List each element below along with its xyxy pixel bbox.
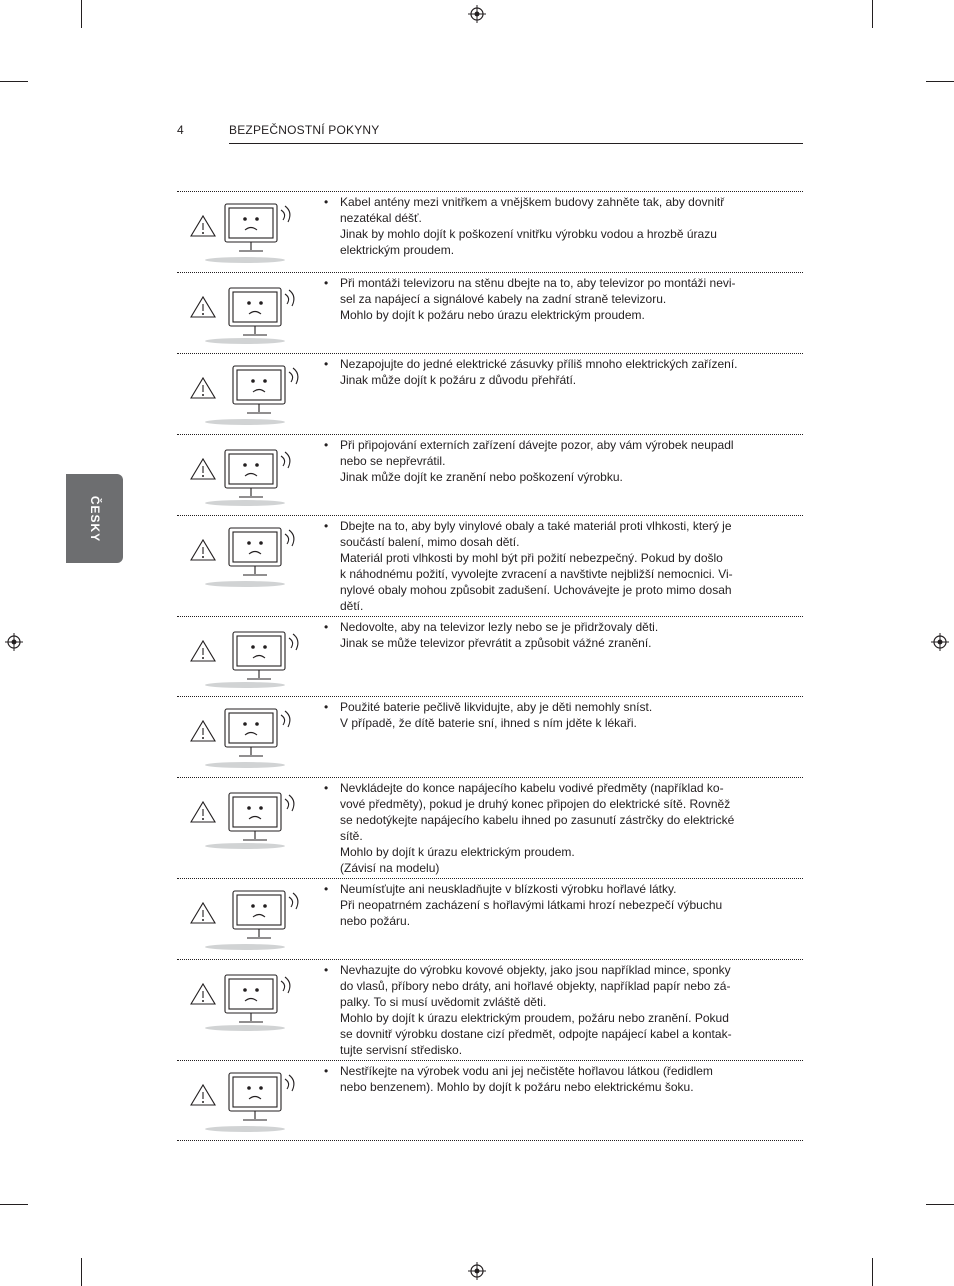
instruction-line: Nestříkejte na výrobek vodu ani jej nečistěte hořlavou látkou (ředidlem [340, 1064, 713, 1078]
instruction-line: se nedotýkejte napájecího kabelu ihned po zasunutí zástrčky do elektrické [340, 813, 735, 827]
child-battery-icon [181, 701, 309, 771]
instruction-line: Dbejte na to, aby byly vinylové obaly a také materiál proti vlhkosti, který je [340, 519, 732, 533]
instruction-line: nebo benzenem). Mohlo by dojít k požáru nebo elektrickému šoku. [340, 1080, 694, 1094]
instruction-line: nylové obaly mohou způsobit zadušení. Uchovávejte je proto mimo dosah [340, 583, 732, 597]
language-tab-label: ČESKY [87, 495, 102, 542]
registration-mark-icon [468, 5, 486, 23]
instruction-line: Použité baterie pečlivě likvidujte, aby je děti nemohly sníst. [340, 700, 653, 714]
bullet-icon: • [324, 700, 329, 714]
crop-mark [872, 0, 873, 28]
bullet-icon: • [324, 438, 329, 452]
instruction-line: tujte servisní středisko. [340, 1043, 463, 1057]
instruction-line: sel za napájecí a signálové kabely na zadní straně televizoru. [340, 292, 667, 306]
bullet-icon: • [324, 1064, 329, 1078]
instruction-text [324, 962, 779, 1058]
instruction-line: (Závisí na modelu) [340, 861, 440, 875]
instruction-text [324, 699, 779, 731]
instruction-line: Nezapojujte do jedné elektrické zásuvky příliš mnoho elektrických zařízení. [340, 357, 738, 371]
instruction-text [324, 437, 779, 485]
table-row [177, 777, 803, 878]
bullet-icon: • [324, 357, 329, 371]
bullet-icon: • [324, 963, 329, 977]
bullet-icon: • [324, 195, 329, 209]
crop-mark [926, 81, 954, 82]
instruction-text [324, 194, 779, 258]
header-divider [229, 143, 803, 144]
instruction-line: dětí. [340, 599, 364, 613]
flammable-substances-icon [181, 883, 309, 953]
spray-water-cleaning-icon [181, 1065, 309, 1135]
instruction-text [324, 518, 779, 614]
instruction-line: Jinak se může televizor převrátit a způsobit vážné zranění. [340, 636, 652, 650]
crop-mark [926, 1204, 954, 1205]
instruction-text [324, 1063, 779, 1095]
instruction-line: Mohlo by dojít k úrazu elektrickým proudem. [340, 845, 575, 859]
instruction-line: Mohlo by dojít k požáru nebo úrazu elektrickým proudem. [340, 308, 645, 322]
instruction-line: Nedovolte, aby na televizor lezly nebo se je přidržovaly děti. [340, 620, 659, 634]
instruction-line: vové předměty), pokud je druhý konec připojen do elektrické sítě. Rovněž [340, 797, 731, 811]
instruction-text [324, 356, 779, 388]
instruction-line: Jinak může dojít ke zranění nebo poškození výrobku. [340, 470, 623, 484]
instruction-line: Nevkládejte do konce napájecího kabelu vodivé předměty (například ko- [340, 781, 724, 795]
crop-mark [872, 1258, 873, 1286]
instruction-line: nebo požáru. [340, 914, 411, 928]
metal-objects-inside-icon [181, 964, 309, 1034]
instruction-line: k náhodnému požití, vyvolejte zvracení a navštivte nejbližší nemocnici. Vi- [340, 567, 733, 581]
bullet-icon: • [324, 620, 329, 634]
crop-mark [81, 0, 82, 28]
table-row [177, 353, 803, 434]
instruction-text [324, 780, 779, 876]
registration-mark-icon [5, 633, 23, 651]
instruction-line: Jinak může dojít k požáru z důvodu přehřátí. [340, 373, 577, 387]
registration-mark-icon [931, 633, 949, 651]
bullet-icon: • [324, 276, 329, 290]
language-tab [66, 474, 123, 563]
section-title: BEZPEČNOSTNÍ POKYNY [229, 123, 380, 137]
instruction-line: Při připojování externích zařízení dávejte pozor, aby vám výrobek neupadl [340, 438, 734, 452]
crop-mark [0, 81, 28, 82]
instruction-line: se dovnitř výrobku dostane cizí předmět, odpojte napájecí kabel a kontak- [340, 1027, 732, 1041]
bullet-icon: • [324, 781, 329, 795]
table-row [177, 959, 803, 1060]
instruction-text [324, 619, 779, 651]
instruction-text [324, 275, 779, 323]
instruction-line: Mohlo by dojít k úrazu elektrickým proudem, požáru nebo zranění. Pokud [340, 1011, 729, 1025]
safety-instructions-table [177, 191, 803, 1141]
table-row [177, 1060, 803, 1141]
table-row [177, 434, 803, 515]
table-row [177, 272, 803, 353]
instruction-line: palky. To si musí uvědomit zvláště děti. [340, 995, 547, 1009]
instruction-line: Při neopatrném zacházení s hořlavými látkami hrozí nebezpečí výbuchu [340, 898, 723, 912]
instruction-line: nebo se nepřevrátil. [340, 454, 446, 468]
crop-mark [81, 1258, 82, 1286]
instruction-line: Při montáži televizoru na stěnu dbejte na to, aby televizor po montáži nevi- [340, 276, 736, 290]
table-row [177, 191, 803, 272]
antenna-rain-house-icon [181, 196, 309, 266]
instruction-line: V případě, že dítě baterie sní, ihned s ním jděte k lékaři. [340, 716, 637, 730]
bullet-icon: • [324, 882, 329, 896]
table-row [177, 515, 803, 616]
table-row [177, 616, 803, 696]
instruction-line: Jinak by mohlo dojít k poškození vnitřku výrobku vodou a hrozbě úrazu [340, 227, 717, 241]
table-row [177, 696, 803, 777]
crop-mark [0, 1204, 28, 1205]
overloaded-power-strip-icon [181, 358, 309, 428]
instruction-line: sítě. [340, 829, 363, 843]
bullet-icon: • [324, 519, 329, 533]
wall-mount-cables-icon [181, 277, 309, 347]
instruction-line: do vlasů, příbory nebo dráty, ani hořlavé objekty, například papír nebo zá- [340, 979, 731, 993]
child-pulling-cable-icon [181, 439, 309, 509]
instruction-line: Nevhazujte do výrobku kovové objekty, jako jsou například mince, sponky [340, 963, 731, 977]
instruction-text [324, 881, 779, 929]
child-plastic-bag-icon [181, 520, 309, 590]
table-row [177, 878, 803, 959]
instruction-line: Kabel antény mezi vnitřkem a vnějškem budovy zahněte tak, aby dovnitř [340, 195, 725, 209]
registration-mark-icon [468, 1262, 486, 1280]
metal-object-plug-icon [181, 782, 309, 852]
child-climbing-tv-icon [181, 621, 309, 691]
instruction-line: Materiál proti vlhkosti by mohl být při požití nebezpečný. Pokud by došlo [340, 551, 723, 565]
instruction-line: elektrickým proudem. [340, 243, 455, 257]
instruction-line: součástí balení, mimo dosah dětí. [340, 535, 520, 549]
page-number: 4 [177, 123, 184, 137]
instruction-line: Neumísťujte ani neuskladňujte v blízkosti výrobku hořlavé látky. [340, 882, 677, 896]
instruction-line: nezatékal déšť. [340, 211, 422, 225]
